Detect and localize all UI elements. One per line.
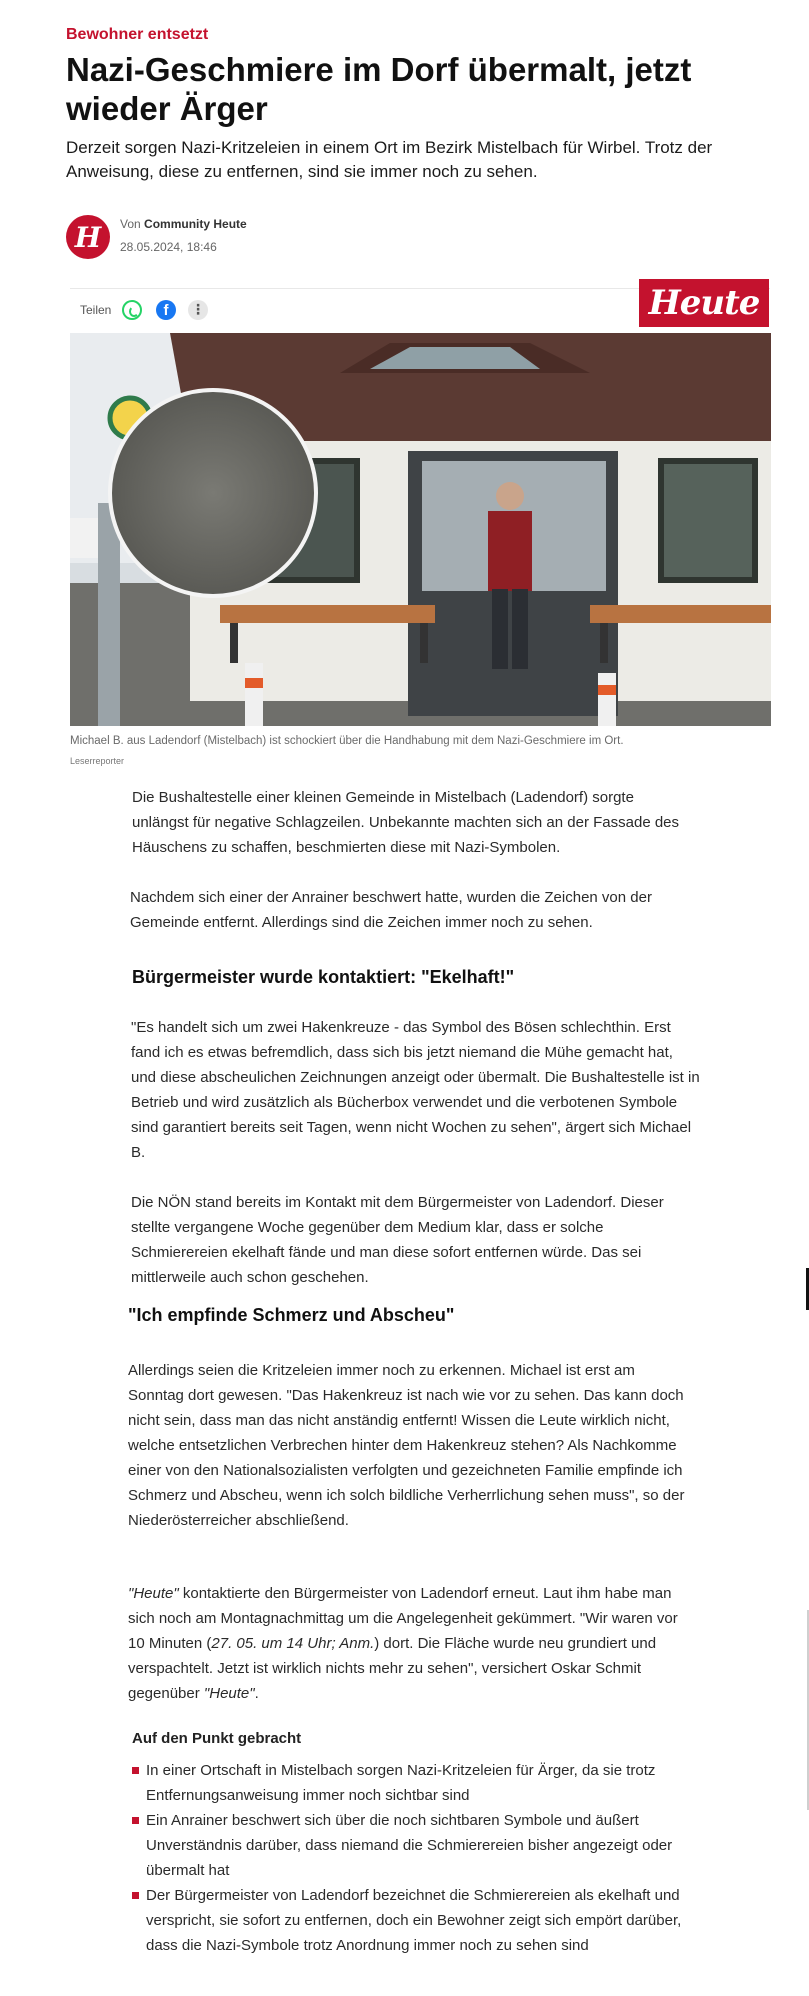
author-name-link[interactable]: Community Heute [144, 217, 247, 231]
image-credit: Leserreporter [70, 756, 125, 766]
article-headline: Nazi-Geschmiere im Dorf übermalt, jetzt wieder Ärger [66, 51, 692, 127]
author-avatar[interactable] [66, 215, 110, 259]
heute-mention-2: "Heute" [203, 1685, 255, 1702]
author-prefix: Von [120, 217, 141, 231]
paragraph-6-end: . [254, 1685, 259, 1702]
body-paragraph-3: "Es handelt sich um zwei Hakenkreuze - das Symbol des Bösen schlechthin. Erst fand ich es etwas befremdlich, dass sich bis jetzt niemand die Mühe gemacht hat, und diese abscheulichen Zeichnungen anzeigt oder übermalt. Die Bushaltestelle ist in Betrieb und wird zusätzlich als Bücherbox verwendet und die verbotenen Symbole sind garantiert bereits seit Tagen, wenn nicht Wochen zu sehen", ärgert sich Michael B. [131, 1019, 700, 1161]
summary-list [132, 1758, 692, 1958]
heute-logo[interactable]: Heute [639, 279, 769, 327]
paragraph-6-annotation: 27. 05. um 14 Uhr; Anm. [211, 1635, 375, 1652]
bus-stop-photo-illustration [70, 333, 771, 726]
summary-item: In einer Ortschaft in Mistelbach sorgen Nazi-Kritzeleien für Ärger, da sie trotz Entfernungsanweisung immer noch sichtbar sind [132, 1758, 692, 1808]
summary-title: Auf den Punkt gebracht [132, 1730, 302, 1747]
author-avatar-letter: H [74, 221, 102, 254]
article-kicker: Bewohner entsetzt [66, 26, 209, 43]
body-paragraph-6 [128, 1581, 693, 1706]
summary-item: Der Bürgermeister von Ladendorf bezeichnet die Schmierereien als ekelhaft und verspricht, sie sofort zu entfernen, doch ein Bewohner zeigt sich empört darüber, dass die Nazi-Symbole trotz Anordnung immer noch zu sehen sind [132, 1883, 692, 1958]
paragraph-6-text-1: kontaktierte den Bürgermeister von Ladendorf erneut. Laut ihm habe man sich noch am Montagnachmittag um die Angelegenheit gekümmert. "Wir waren vor 10 Minuten ( [128, 1585, 678, 1652]
article-lead: Derzeit sorgen Nazi-Kritzeleien in einem Ort im Bezirk Mistelbach für Wirbel. Trotz der Anweisung, diese zu entfernen, sind sie immer noch zu sehen. [66, 138, 713, 181]
whatsapp-icon[interactable] [122, 300, 142, 320]
image-caption: Michael B. aus Ladendorf (Mistelbach) ist schockiert über die Handhabung mit dem Nazi-Geschmiere im Ort. [70, 735, 624, 747]
subheading-1: Bürgermeister wurde kontaktiert: "Ekelhaft!" [132, 967, 515, 987]
author-byline [120, 217, 247, 231]
body-paragraph-5: Allerdings seien die Kritzeleien immer noch zu erkennen. Michael ist erst am Sonntag dort gewesen. "Das Hakenkreuz ist nach wie vor zu sehen. Das kann doch nicht sein, dass man das nicht anständig entfernt! Wissen die Leute wirklich nicht, welche entsetzlichen Verbrechen hinter dem Hakenkreuz stehen? Als Nachkomme einer von den Nationalsozialisten verfolgten und gezeichneten Familie empfinde ich Schmerz und Abscheu, wenn ich solch bildliche Verherrlichung sehen muss", so der Niederösterreicher abschließend. [128, 1362, 685, 1529]
body-paragraph-1: Die Bushaltestelle einer kleinen Gemeinde in Mistelbach (Ladendorf) sorgte unlängst für negative Schlagzeilen. Unbekannte machten sich an der Fassade des Häuschens zu schaffen, beschmierten diese mit Nazi-Symbolen. [132, 789, 680, 856]
share-label: Teilen [80, 303, 112, 317]
publish-date: 28.05.2024, 18:46 [120, 240, 217, 254]
body-paragraph-2: Nachdem sich einer der Anrainer beschwert hatte, wurden die Zeichen von der Gemeinde entfernt. Allerdings sind die Zeichen immer noch zu sehen. [130, 889, 652, 931]
more-options-icon[interactable]: ⋮ [188, 300, 208, 320]
subheading-2: "Ich empfinde Schmerz und Abscheu" [128, 1305, 455, 1325]
paragraph-6-text-2: ) dort. Die Fläche wurde neu grundiert und verspachtelt. Jetzt ist wirklich nichts mehr zu sehen", versichert Oskar Schmit gegenüber [128, 1635, 657, 1702]
body-paragraph-4: Die NÖN stand bereits im Kontakt mit dem Bürgermeister von Ladendorf. Dieser stellte vergangene Woche gegenüber dem Medium klar, dass er solche Schmierereien ekelhaft fände und man diese sofort entfernen würde. Das sei mittlerweile auch schon geschehen. [131, 1194, 664, 1286]
facebook-icon[interactable]: f [156, 300, 176, 320]
summary-item: Ein Anrainer beschwert sich über die noch sichtbaren Symbole und äußert Unverständnis darüber, dass niemand die Schmierereien bisher angezeigt oder übermalt hat [132, 1808, 692, 1883]
article-photo[interactable] [70, 333, 771, 726]
heute-mention-1: "Heute" [128, 1585, 179, 1602]
